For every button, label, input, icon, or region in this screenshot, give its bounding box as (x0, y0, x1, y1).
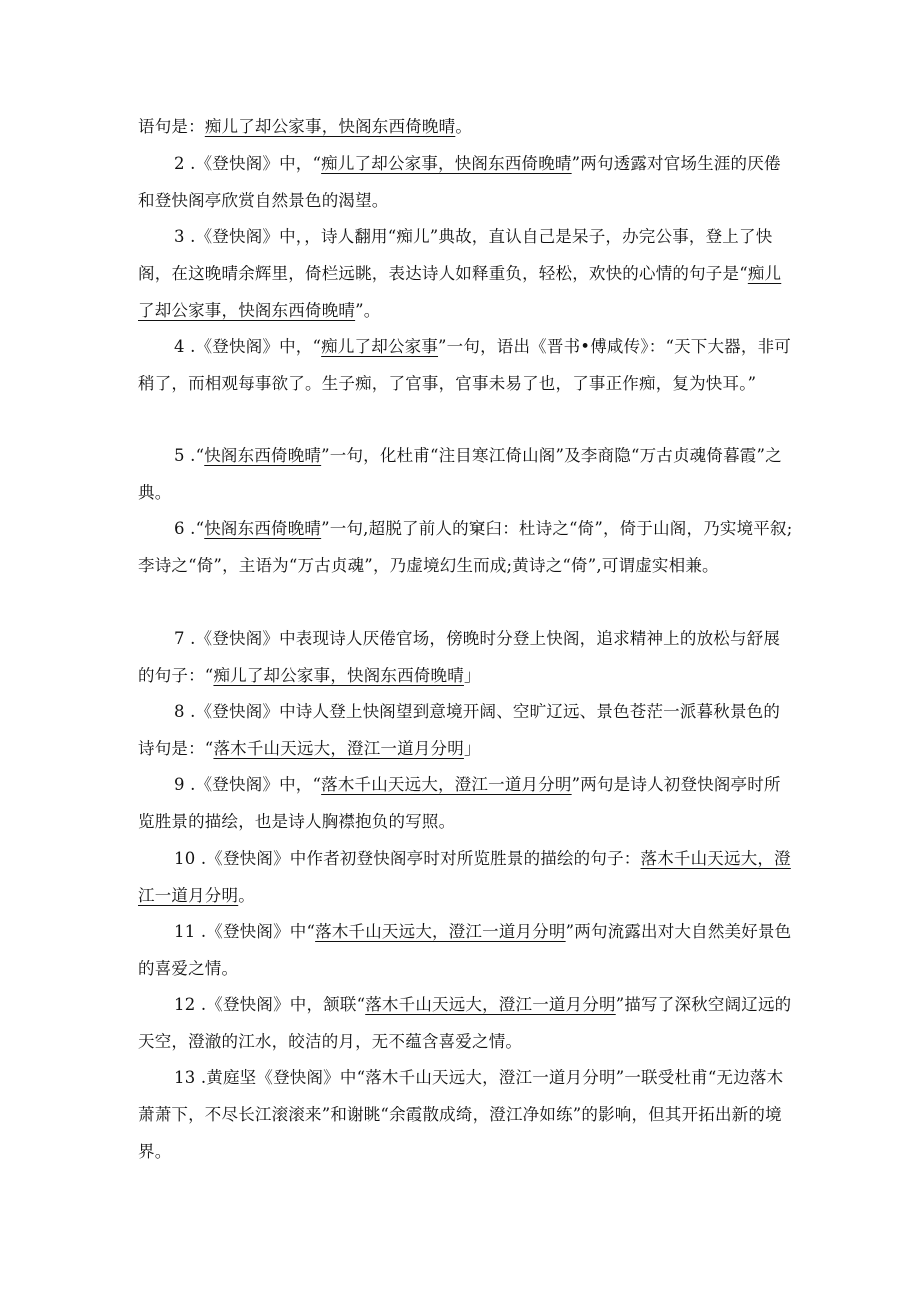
paragraph-text: ”一句，化杜甫“注目寒江倚山阁”及李商隐“万古贞魂倚暮霞”之典。 (138, 446, 782, 502)
paragraph-text: 6 .“ (174, 519, 205, 538)
paragraph-text: 4 .《登快阁》中，“ (174, 337, 322, 356)
paragraph-text: ”描写了深秋空阔辽远的天空，澄澈的江水，皎洁的月，无不蕴含喜爱之情。 (138, 995, 792, 1051)
underlined-quote: 落木千山天远大，澄江一道月分明 (321, 775, 572, 794)
paragraph-text: ”两句透露对官场生涯的厌倦和登快阁亭欣赏自然景色的渴望。 (138, 154, 781, 210)
paragraph-7 (138, 620, 794, 694)
paragraph-text: ”。 (355, 301, 381, 320)
paragraph-text: 2 .《登快阁》中，“ (174, 154, 322, 173)
underlined-quote: 快阁东西倚晚晴 (204, 446, 322, 465)
paragraph-text: 8 .《登快阁》中诗人登上快阁望到意境开阔、空旷辽远、景色苍茫一派暮秋景色的诗句是：“ (138, 702, 781, 758)
paragraph-6 (138, 510, 794, 584)
paragraph-text: 11 .《登快阁》中“ (174, 922, 316, 941)
paragraph-10 (138, 840, 794, 914)
paragraph-text: 语句是： (138, 117, 205, 136)
paragraph-12 (138, 986, 794, 1060)
paragraph-text: 」 (463, 739, 481, 758)
paragraph-text: 9 .《登快阁》中，“ (174, 775, 322, 794)
paragraph-9 (138, 766, 794, 840)
paragraph-text: 13 .黄庭坚《登快阁》中“落木千山天远大，澄江一道月分明”一联受杜甫“无边落木萧萧下，不尽长江滚滚来”和谢眺“余霞散成绮，澄江净如练”的影响，但其开拓出新的境界。 (138, 1068, 784, 1161)
underlined-quote: 落木千山天远大，澄江一道月分明 (315, 922, 566, 941)
paragraph-3 (138, 218, 794, 329)
underlined-quote: 落木千山天远大，澄江一道月分明 (213, 739, 464, 758)
underlined-quote: 落木千山天远大，澄江一道月分明 (365, 995, 616, 1014)
paragraph-1 (138, 108, 794, 145)
paragraph-text: 5 .“ (174, 446, 205, 465)
paragraph-text: ”两句是诗人初登快阁亭时所览胜景的描绘，也是诗人胸襟抱负的写照。 (138, 775, 781, 831)
paragraph-text: 12 .《登快阁》中，颔联“ (174, 995, 366, 1014)
paragraph-text: ”两句流露出对大自然美好景色的喜爱之情。 (138, 922, 792, 978)
underlined-quote: 痴儿了却公家事，快阁东西倚晚晴 (213, 666, 464, 685)
underlined-quote: 痴儿了却公家事，快阁东西倚晚晴 (138, 264, 782, 320)
paragraph-text: 3 .《登快阁》中，，诗人翻用“痴儿”典故，直认自己是呆子，办完公事，登上了快阁，在这晚晴余辉里，倚栏远眺，表达诗人如释重负，轻松，欢快的心情的句子是“ (138, 227, 773, 283)
underlined-quote: 痴儿了却公家事，快阁东西倚晚晴 (321, 154, 572, 173)
paragraph-2 (138, 145, 794, 219)
paragraph-5 (138, 437, 794, 511)
paragraph-text: 。 (455, 117, 473, 136)
paragraph-11 (138, 913, 794, 987)
paragraph-8 (138, 693, 794, 767)
underlined-quote: 落木千山天远大，澄江一道月分明 (138, 849, 791, 905)
paragraph-text: 7 .《登快阁》中表现诗人厌倦官场，傍晚时分登上快阁，追求精神上的放松与舒展的句子：“ (138, 629, 781, 685)
paragraph-text: 。 (238, 886, 255, 905)
underlined-quote: 痴儿了却公家事，快阁东西倚晚晴 (204, 117, 456, 136)
paragraph-text: 」 (463, 666, 481, 685)
underlined-quote: 快阁东西倚晚晴 (204, 519, 322, 538)
paragraph-13 (138, 1059, 794, 1170)
paragraph-4 (138, 328, 794, 402)
paragraph-text: ”一句，语出《晋书•傅咸传》：“天下大器，非可稍了，而相观每事欲了。生子痴，了官事，官事未易了也，了事正作痴，复为快耳。” (138, 337, 791, 393)
underlined-quote: 痴儿了却公家事 (321, 337, 439, 356)
paragraph-text: ”一句,超脱了前人的窠臼：杜诗之“倚”，倚于山阁，乃实境平叙;李诗之“倚”，主语为“万古贞魂”，乃虚境幻生而成;黄诗之“倚”,可谓虚实相兼。 (138, 519, 793, 575)
paragraph-text: 10 .《登快阁》中作者初登快阁亭时对所览胜景的描绘的句子： (174, 849, 641, 868)
